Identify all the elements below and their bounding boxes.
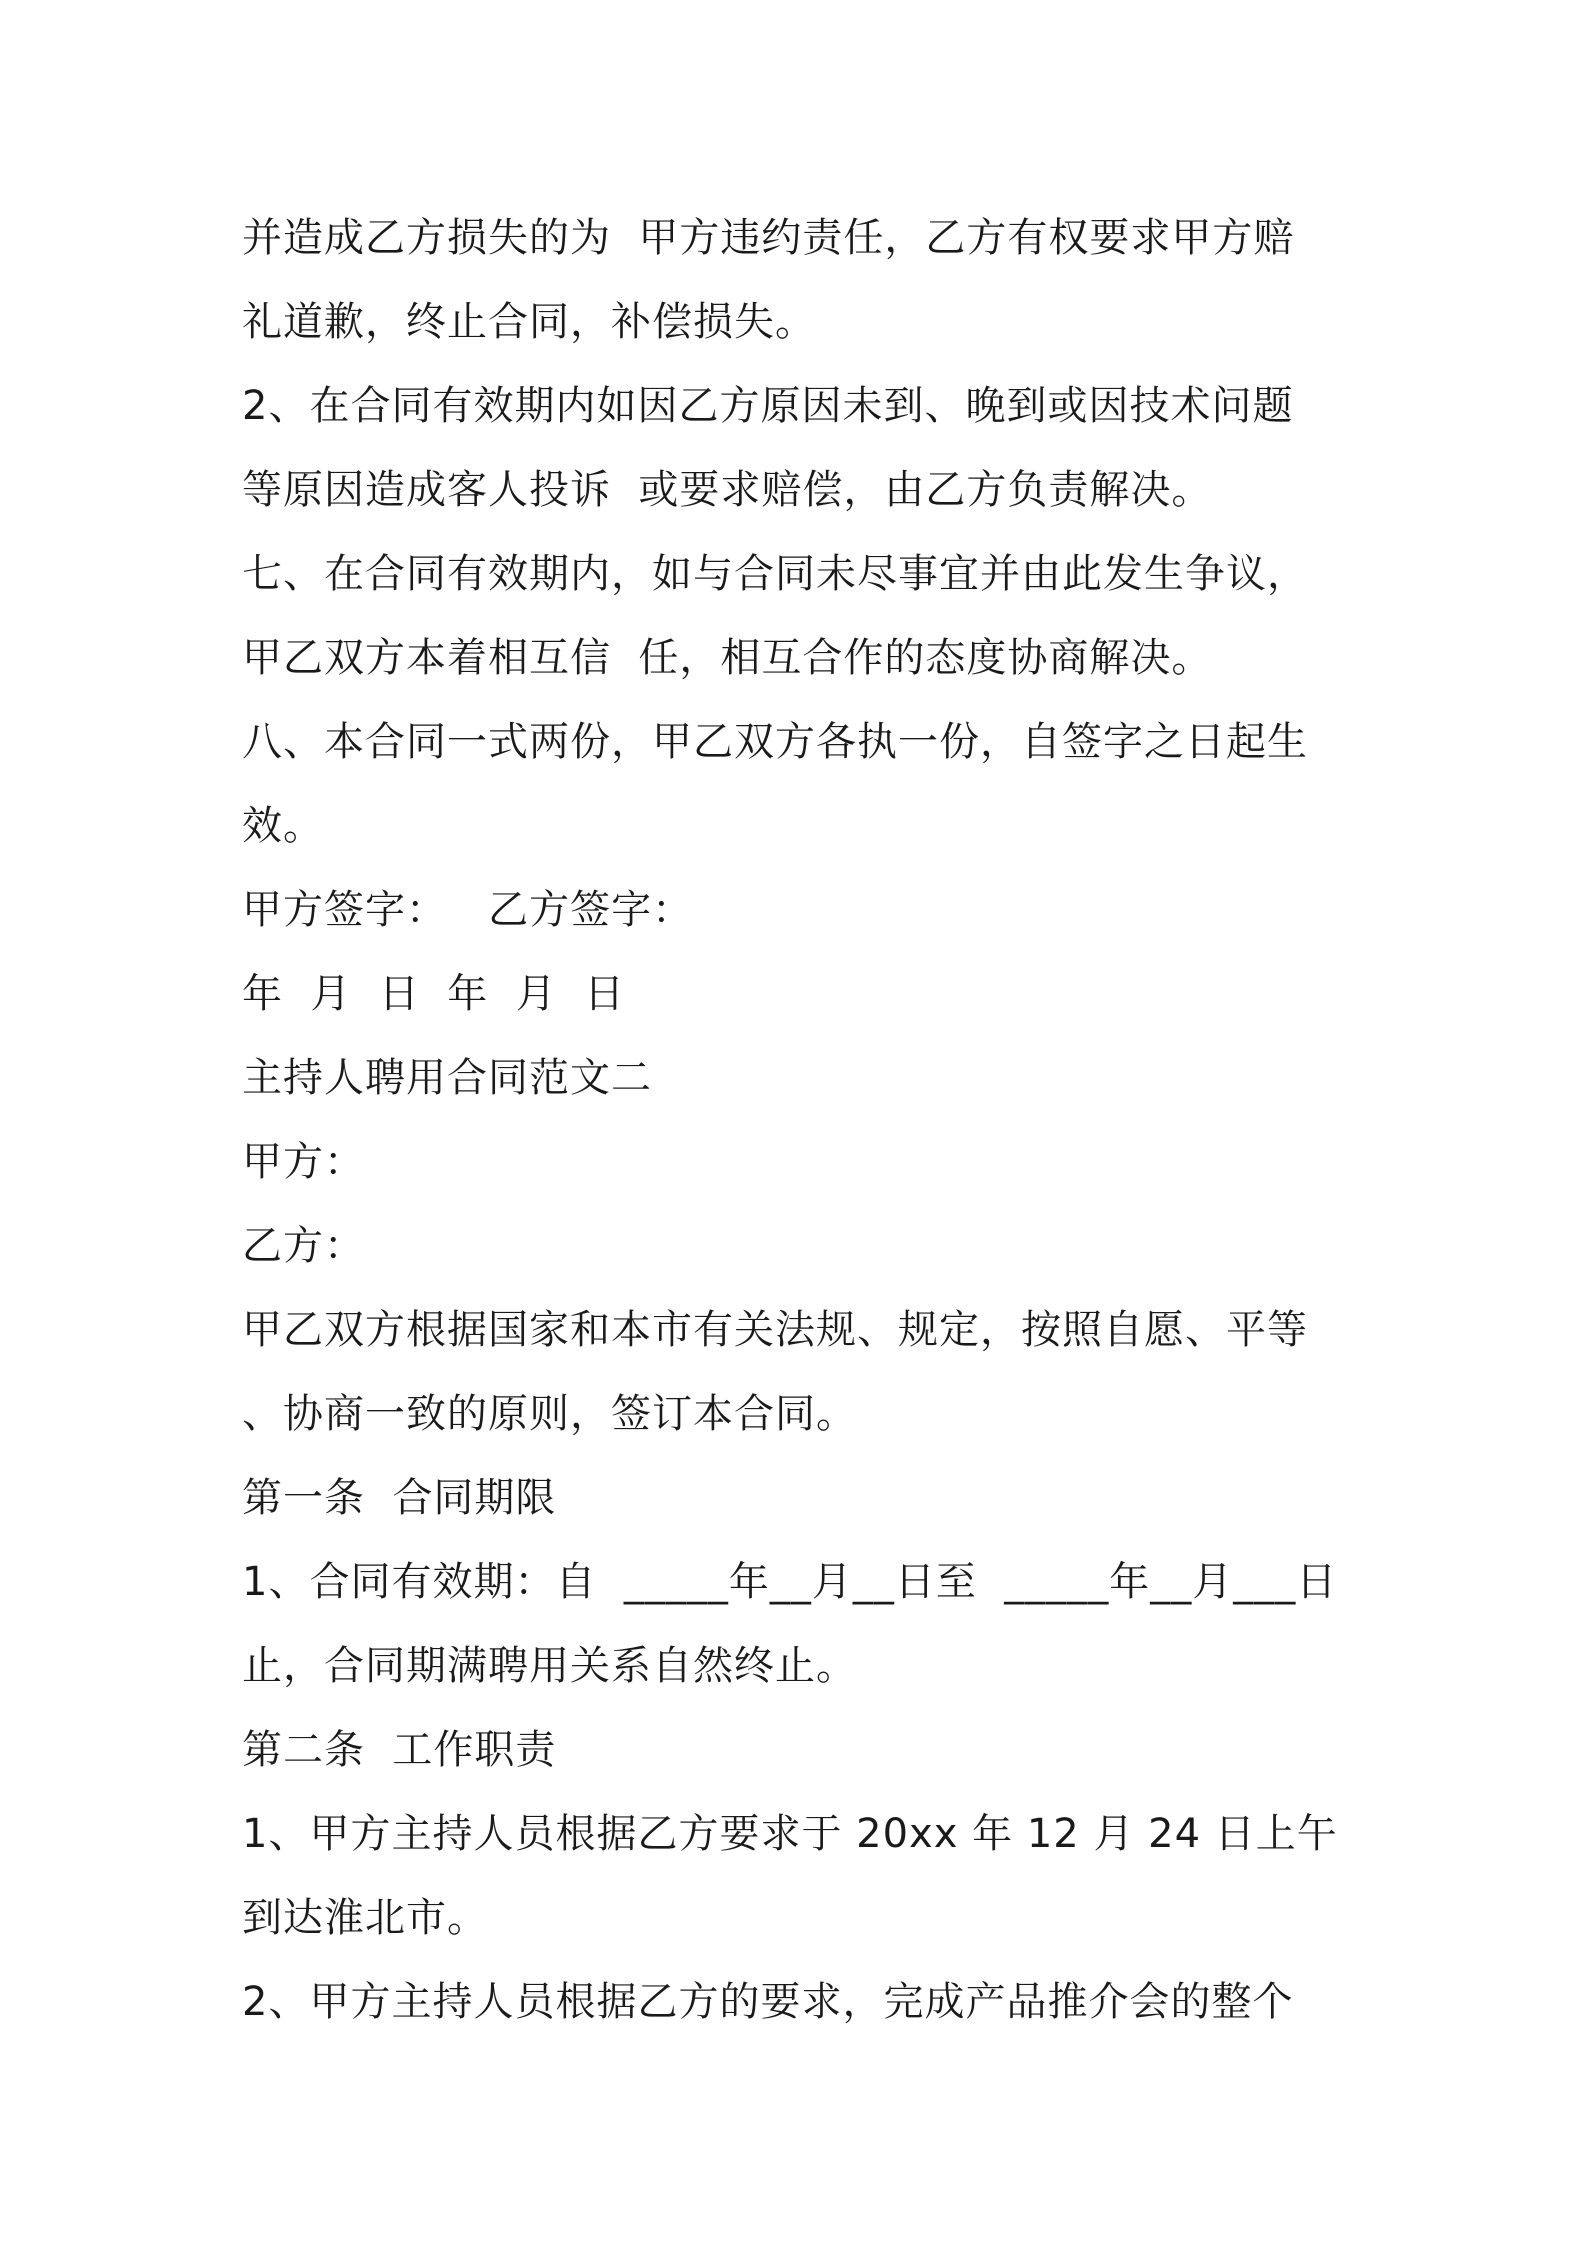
paragraph-line: 1、甲方主持人员根据乙方要求于 20xx 年 12 月 24 日上午 [242, 1811, 1338, 1857]
paragraph-line: 并造成乙方损失的为 甲方违约责任，乙方有权要求甲方赔 [242, 215, 1295, 261]
paragraph-line: 甲乙双方根据国家和本市有关法规、规定，按照自愿、平等 [242, 1307, 1308, 1353]
article-heading: 第二条 工作职责 [242, 1727, 557, 1773]
paragraph-line: 到达淮北市。 [242, 1895, 488, 1941]
paragraph-line: 止，合同期满聘用关系自然终止。 [242, 1643, 857, 1689]
paragraph-line: 2、在合同有效期内如因乙方原因未到、晚到或因技术问题 [242, 383, 1294, 429]
section-title: 主持人聘用合同范文二 [242, 1055, 652, 1101]
paragraph-line: 、协商一致的原则，签订本合同。 [242, 1391, 857, 1437]
date-line: 年 月 日 年 月 日 [242, 971, 626, 1017]
signature-line: 甲方签字： 乙方签字： [242, 887, 694, 933]
paragraph-line: 等原因造成客人投诉 或要求赔偿，由乙方负责解决。 [242, 467, 1213, 513]
document-body [242, 196, 1362, 2044]
paragraph-line: 礼道歉，终止合同，补偿损失。 [242, 299, 816, 345]
paragraph-line: 效。 [242, 803, 324, 849]
paragraph-line: 八、本合同一式两份，甲乙双方各执一份，自签字之日起生 [242, 719, 1308, 765]
article-heading: 第一条 合同期限 [242, 1475, 557, 1521]
paragraph-line: 甲乙双方本着相互信 任，相互合作的态度协商解决。 [242, 635, 1213, 681]
paragraph-line: 七、在合同有效期内，如与合同未尽事宜并由此发生争议， [242, 551, 1308, 597]
party-a-label: 甲方： [242, 1139, 365, 1185]
party-b-label: 乙方： [242, 1223, 365, 1269]
paragraph-line: 2、甲方主持人员根据乙方的要求，完成产品推介会的整个 [242, 1979, 1294, 2025]
paragraph-line: 1、合同有效期：自 _____年__月__日至 _____年__月___日 [242, 1559, 1338, 1605]
